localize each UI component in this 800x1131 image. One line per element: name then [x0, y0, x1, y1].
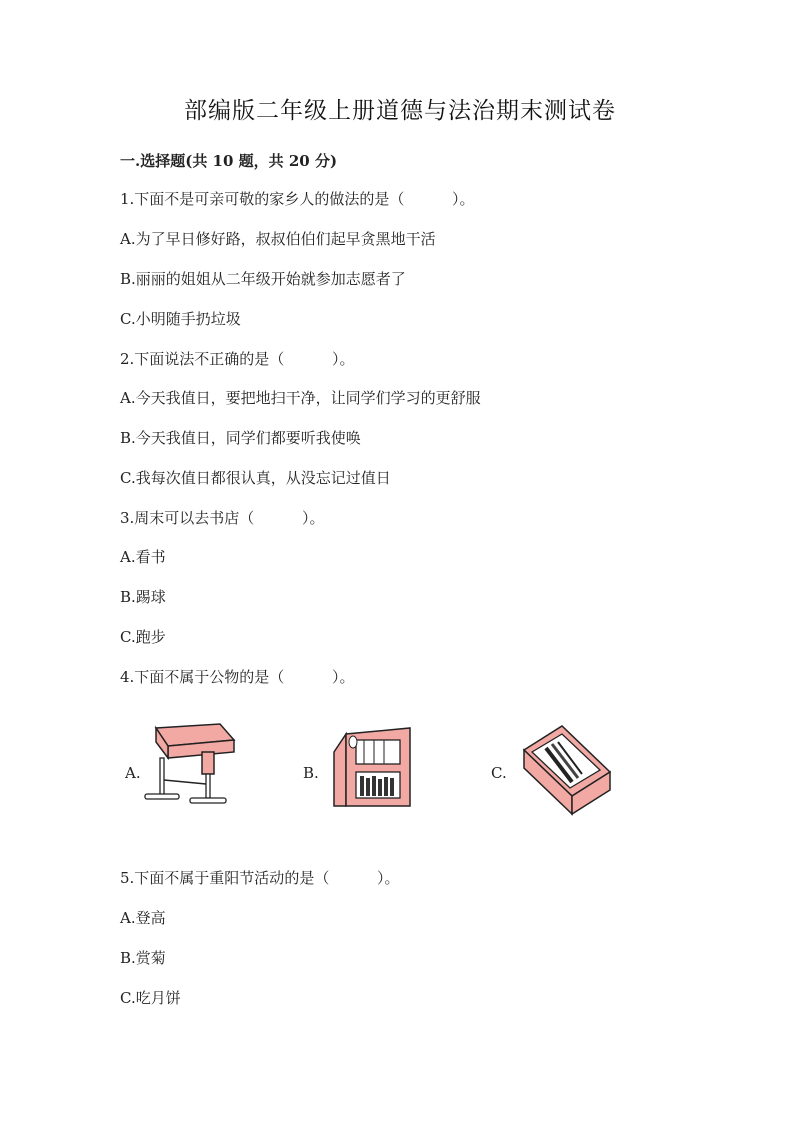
- section-heading: 一.选择题(共 10 题，共 20 分): [120, 152, 338, 170]
- school-desk-illustration[interactable]: [142, 718, 242, 810]
- question-3-option-c[interactable]: C.跑步: [120, 628, 166, 646]
- question-1-option-c[interactable]: C.小明随手扔垃圾: [120, 310, 241, 328]
- question-3-stem: 3.周末可以去书店（ ）。: [120, 509, 325, 527]
- question-4-stem: 4.下面不属于公物的是（ ）。: [120, 668, 355, 686]
- question-1-stem: 1.下面不是可亲可敬的家乡人的做法的是（ ）。: [120, 190, 475, 208]
- question-1-option-a[interactable]: A.为了早日修好路，叔叔伯伯们起早贪黑地干活: [120, 230, 436, 248]
- question-5-option-b[interactable]: B.赏菊: [120, 949, 166, 967]
- question-4-option-b-label[interactable]: B.: [303, 764, 319, 782]
- question-3-option-a[interactable]: A.看书: [120, 548, 166, 566]
- question-5-option-c[interactable]: C.吃月饼: [120, 989, 181, 1007]
- question-1-option-b[interactable]: B.丽丽的姐姐从二年级开始就参加志愿者了: [120, 270, 406, 288]
- page-title: 部编版二年级上册道德与法治期末测试卷: [184, 98, 616, 124]
- question-2-option-b[interactable]: B.今天我值日，同学们都要听我使唤: [120, 429, 361, 447]
- question-4-option-c-label[interactable]: C.: [491, 764, 507, 782]
- question-2-option-a[interactable]: A.今天我值日，要把地扫干净，让同学们学习的更舒服: [120, 389, 481, 407]
- question-4-option-a-label[interactable]: A.: [125, 764, 141, 782]
- pencil-case-illustration[interactable]: [522, 722, 612, 818]
- question-3-option-b[interactable]: B.踢球: [120, 588, 166, 606]
- question-2-stem: 2.下面说法不正确的是（ ）。: [120, 350, 355, 368]
- question-2-option-c[interactable]: C.我每次值日都很认真，从没忘记过值日: [120, 469, 391, 487]
- bookshelf-illustration[interactable]: [330, 722, 418, 810]
- question-5-stem: 5.下面不属于重阳节活动的是（ ）。: [120, 869, 400, 887]
- question-5-option-a[interactable]: A.登高: [120, 909, 166, 927]
